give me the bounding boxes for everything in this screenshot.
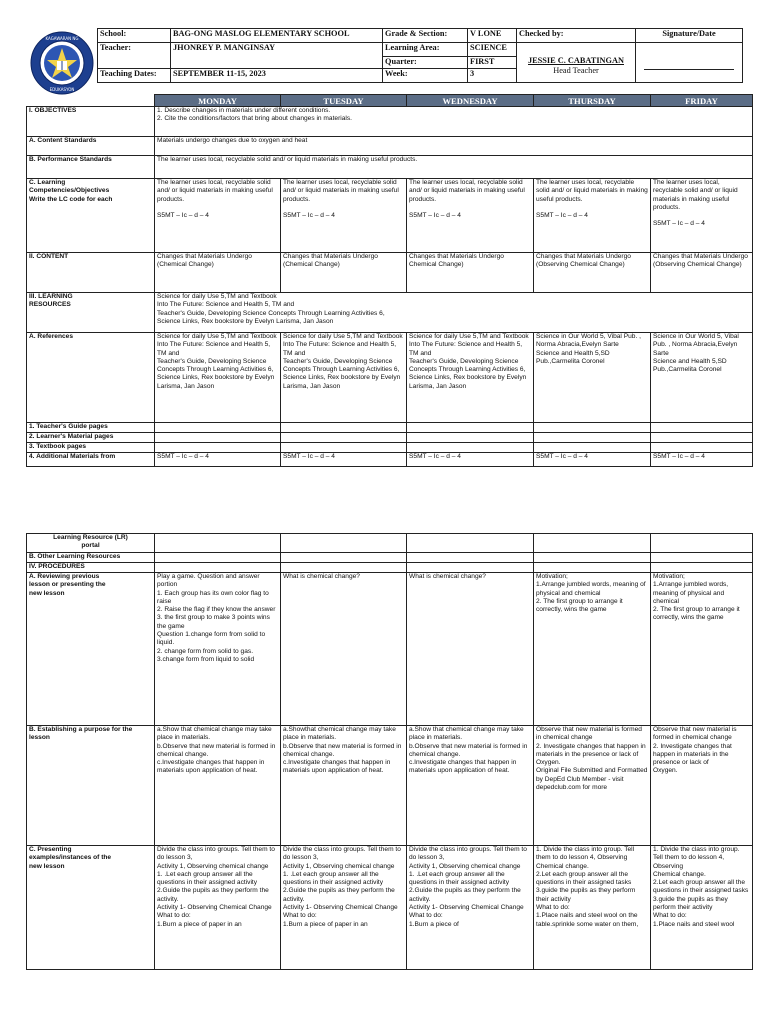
purpose-wednesday: a.Show that chemical change may take place in materials. b.Observe that new material is formed in chemical change. c.Investigate changes that happen in materials upon application of heat. [407, 726, 534, 846]
checker-title: Head Teacher [553, 65, 599, 75]
content-monday: Changes that Materials Undergo (Chemical Change) [155, 253, 281, 293]
lc-wednesday: The learner uses local, recyclable solid and/ or liquid materials in making useful products. S5MT – Ic – d – 4 [407, 179, 534, 253]
learning-resources-label: III. LEARNING RESOURCES [27, 293, 155, 333]
performance-standards-text: The learner uses local, recyclable solid and/ or liquid materials in making useful products. [155, 156, 753, 179]
purpose-friday: Observe that new material is formed in chemical change 2. Investigate changes that happen in materials in the presence or lack of Oxygen. [651, 726, 753, 846]
ref-friday: Science in Our World 5, Vibal Pub. , Norma Abracia,Evelyn Sarte Science and Health 5,SD Pub.,Carmelita Coronel [651, 333, 753, 423]
references-label: A. References [27, 333, 155, 423]
other-resources-label: B. Other Learning Resources [27, 553, 155, 563]
dll-table-part2 [26, 533, 753, 970]
dates-value: SEPTEMBER 11-15, 2023 [171, 69, 383, 83]
content-tuesday: Changes that Materials Undergo (Chemical Change) [281, 253, 407, 293]
dates-label: Teaching Dates: [98, 69, 171, 83]
day-header-friday: FRIDAY [651, 95, 753, 107]
day-header-wednesday: WEDNESDAY [407, 95, 534, 107]
deped-seal-logo [30, 31, 94, 95]
signature-cell [636, 43, 743, 83]
checked-by-label: Checked by: [517, 29, 636, 43]
week-value: 3 [468, 69, 517, 83]
content-thursday: Changes that Materials Undergo (Observing Chemical Change) [534, 253, 651, 293]
day-header-thursday: THURSDAY [534, 95, 651, 107]
purpose-monday: a.Show that chemical change may take place in materials. b.Observe that new material is formed in chemical change. c.Investigate changes that happen in materials upon application of heat. [155, 726, 281, 846]
signature-label: Signature/Date [636, 29, 743, 43]
lc-thursday: The learner uses local, recyclable solid and/ or liquid materials in making useful products. S5MT – Ic – d – 4 [534, 179, 651, 253]
am-monday: S5MT – Ic – d – 4 [155, 453, 281, 467]
signature-line [644, 63, 734, 70]
learning-competencies-label: C. Learning Competencies/Objectives Write the LC code for each [27, 179, 155, 253]
ref-wednesday: Science for daily Use 5,TM and Textbook Into The Future: Science and Health 5, TM and Teacher's Guide, Developing Science Concepts Through Learning Activities 6, Science Links, Rex bookstore by Evelyn Larisma, Jan Jason [407, 333, 534, 423]
lc-friday: The learner uses local, recyclable solid and/ or liquid materials in making useful products. S5MT – Ic – d – 4 [651, 179, 753, 253]
purpose-thursday: Observe that new material is formed in chemical change 2. Investigate changes that happen in materials in the presence or lack of Oxygen. Original File Submitted and Formatted by DepEd Club Member - visit depedclub.com for more [534, 726, 651, 846]
am-thursday: S5MT – Ic – d – 4 [534, 453, 651, 467]
checker-name: JESSIE C. CABATINGAN [528, 55, 624, 65]
checker-cell [517, 43, 636, 83]
learning-resources-text: Science for daily Use 5,TM and Textbook Into The Future: Science and Health 5, TM and Teacher's Guide, Developing Science Concepts Through Learning Activities 6, Science Links, Rex bookstore by Evelyn Larisma, Jan Jason [155, 293, 753, 333]
am-wednesday: S5MT – Ic – d – 4 [407, 453, 534, 467]
week-label: Week: [383, 69, 468, 83]
area-label: Learning Area: [383, 43, 468, 57]
content-standards-text: Materials undergo changes due to oxygen and heat [155, 137, 753, 156]
ref-monday: Science for daily Use 5,TM and Textbook Into The Future: Science and Health 5, TM and Teacher's Guide, Developing Science Concepts Through Learning Activities 6, Science Links, Rex bookstore by Evelyn Larisma, Jan Jason [155, 333, 281, 423]
svg-text:KAGAWARAN NG: KAGAWARAN NG [45, 36, 79, 41]
presenting-friday: 1. Divide the class into group. Tell them to do lesson 4, Observing Chemical change. 2.Let each group answer all the questions in their assigned tasks 3.guide the pupils as they perform their activity What to do: 1.Place nails and steel wool [651, 846, 753, 970]
svg-text:EDUKASYON: EDUKASYON [49, 87, 75, 92]
review-monday: Play a game. Question and answer portion 1. Each group has its own color flag to raise 2. Raise the flag if they know the answer 3. the first group to make 3 points wins the game Question 1.change form from solid to liquid. 2. change form from solid to gas. 3.change form from liquid to solid [155, 573, 281, 726]
lc-monday: The learner uses local, recyclable solid and/ or liquid materials in making useful products. S5MT – Ic – d – 4 [155, 179, 281, 253]
day-header-monday: MONDAY [155, 95, 281, 107]
establishing-purpose-label: B. Establishing a purpose for the lesson [27, 726, 155, 846]
area-value: SCIENCE [468, 43, 517, 57]
objectives-label: I. OBJECTIVES [27, 107, 155, 137]
review-thursday: Motivation; 1.Arrange jumbled words, meaning of physical and chemical 2. The first group to arrange it correctly, wins the game [534, 573, 651, 726]
ref-thursday: Science in Our World 5, Vibal Pub. , Norma Abracia,Evelyn Sarte Science and Health 5,SD Pub.,Carmelita Coronel [534, 333, 651, 423]
quarter-label: Quarter: [383, 57, 468, 69]
purpose-tuesday: a.Showthat chemical change may take place in materials. b.Observe that new material is formed in chemical change. c.Investigate changes that happen in materials upon application of heat. [281, 726, 407, 846]
learners-material-label: 2. Learner's Material pages [27, 433, 155, 443]
header-table [97, 28, 743, 83]
objectives-text: 1. Describe changes in materials under different conditions. 2. Cite the conditions/factors that bring about changes in materials. [155, 107, 753, 137]
lc-tuesday: The learner uses local, recyclable solid and/ or liquid materials in making useful products. S5MT – Ic – d – 4 [281, 179, 407, 253]
presenting-examples-label: C. Presenting examples/instances of the new lesson [27, 846, 155, 970]
am-friday: S5MT – Ic – d – 4 [651, 453, 753, 467]
presenting-monday: Divide the class into groups. Tell them to do lesson 3, Activity 1, Observing chemical change 1. .Let each group answer all the questions in their assigned activity 2.Guide the pupils as they perform the activity. Activity 1- Observing Chemical Change What to do: 1.Burn a piece of paper in an [155, 846, 281, 970]
school-name: BAG-ONG MASLOG ELEMENTARY SCHOOL [171, 29, 383, 43]
presenting-wednesday: Divide the class into groups. Tell them to do lesson 3, Activity 1, Observing chemical change 1. .Let each group answer all the questions in their assigned activity 2.Guide the pupils as they perform the activity. Activity 1- Observing Chemical Change What to do: 1.Burn a piece of [407, 846, 534, 970]
content-friday: Changes that Materials Undergo (Observing Chemical Change) [651, 253, 753, 293]
day-header-tuesday: TUESDAY [281, 95, 407, 107]
grade-value: V LONE [468, 29, 517, 43]
procedures-label: IV. PROCEDURES [27, 563, 155, 573]
dll-table-part1 [26, 94, 753, 467]
additional-materials-label: 4. Additional Materials from [27, 453, 155, 467]
grade-label: Grade & Section: [383, 29, 468, 43]
content-wednesday: Changes that Materials Undergo Chemical Change) [407, 253, 534, 293]
review-wednesday: What is chemical change? [407, 573, 534, 726]
content-standards-label: A. Content Standards [27, 137, 155, 156]
ref-tuesday: Science for daily Use 5,TM and Textbook Into The Future: Science and Health 5, TM and Teacher's Guide, Developing Science Concepts Through Learning Activities 6, Science Links, Rex bookstore by Evelyn Larisma, Jan Jason [281, 333, 407, 423]
reviewing-lesson-label: A. Reviewing previous lesson or presenting the new lesson [27, 573, 155, 726]
teacher-name: JHONREY P. MANGINSAY [171, 43, 383, 69]
review-tuesday: What is chemical change? [281, 573, 407, 726]
am-tuesday: S5MT – Ic – d – 4 [281, 453, 407, 467]
teachers-guide-label: 1. Teacher's Guide pages [27, 423, 155, 433]
review-friday: Motivation; 1.Arrange jumbled words, meaning of physical and chemical 2. The first group to arrange it correctly, wins the game [651, 573, 753, 726]
presenting-thursday: 1. Divide the class into group. Tell them to do lesson 4, Observing Chemical change. 2.Let each group answer all the questions in their assigned tasks 3.guide the pupils as they perform their activity What to do: 1.Place nails and steel wool on the table.sprinkle some water on them, [534, 846, 651, 970]
performance-standards-label: B. Performance Standards [27, 156, 155, 179]
content-label: II. CONTENT [27, 253, 155, 293]
school-label: School: [98, 29, 171, 43]
quarter-value: FIRST [468, 57, 517, 69]
teacher-label: Teacher: [98, 43, 171, 69]
textbook-pages-label: 3. Textbook pages [27, 443, 155, 453]
presenting-tuesday: Divide the class into groups. Tell them to do lesson 3, Activity 1, Observing chemical change 1. .Let each group answer all the questions in their assigned activity 2.Guide the pupils as they perform the activity. Activity 1- Observing Chemical Change What to do: 1.Burn a piece of paper in an [281, 846, 407, 970]
lr-portal-label: Learning Resource (LR) portal [27, 534, 155, 553]
